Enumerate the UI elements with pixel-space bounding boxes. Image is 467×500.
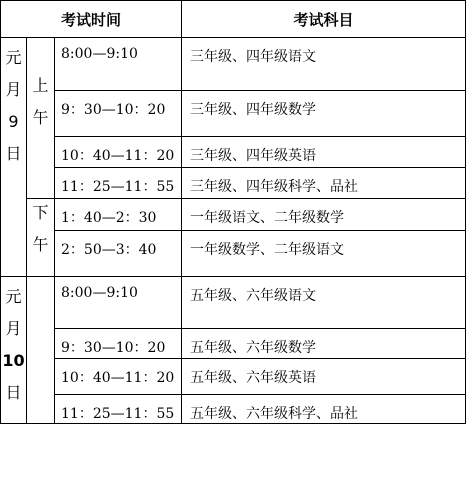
- table-row: [1, 199, 466, 231]
- morning-char: 上: [32, 76, 49, 95]
- table-row: [1, 395, 466, 424]
- table-row: [1, 359, 466, 395]
- table-row: [1, 137, 466, 168]
- day1-morning-cell: [27, 38, 55, 199]
- time-cell: 10：40—11：20: [55, 359, 182, 395]
- afternoon-char: 午: [32, 235, 49, 254]
- subject-cell: 三年级、四年级英语: [182, 137, 466, 168]
- table-row: [1, 231, 466, 277]
- subject-cell: 五年级、六年级英语: [182, 359, 466, 395]
- subject-cell: 三年级、四年级科学、品社: [182, 168, 466, 199]
- time-cell: 8:00—9:10: [55, 38, 182, 91]
- day1-afternoon-cell: [27, 199, 55, 277]
- header-row: [1, 1, 466, 38]
- day1-date-char: 9: [8, 112, 19, 131]
- day2-date-char: 日: [5, 383, 22, 402]
- table-row: [1, 329, 466, 359]
- subject-cell: 三年级、四年级语文: [182, 38, 466, 91]
- time-cell: 10：40—11：20: [55, 137, 182, 168]
- table-row: [1, 168, 466, 199]
- header-exam-subject: 考试科目: [182, 1, 466, 38]
- morning-char: 午: [32, 108, 49, 127]
- subject-cell: 五年级、六年级语文: [182, 277, 466, 329]
- time-cell: 2：50—3：40: [55, 231, 182, 277]
- table-row: [1, 38, 466, 91]
- day1-date-char: 月: [5, 80, 22, 99]
- day1-date-char: 元: [5, 48, 22, 67]
- subject-cell: 三年级、四年级数学: [182, 91, 466, 137]
- time-cell: 9：30—10：20: [55, 91, 182, 137]
- day2-date-char: 元: [5, 287, 22, 306]
- table-row: [1, 277, 466, 329]
- afternoon-char: 下: [32, 203, 49, 222]
- header-exam-time: 考试时间: [1, 1, 182, 38]
- time-cell: 11：25—11：55: [55, 168, 182, 199]
- day2-half-cell: [27, 277, 55, 424]
- day2-date-char: 10: [2, 351, 25, 370]
- day1-date-char: 日: [5, 144, 22, 163]
- day2-date-char: 月: [5, 319, 22, 338]
- subject-cell: 一年级语文、二年级数学: [182, 199, 466, 231]
- time-cell: 9：30—10：20: [55, 329, 182, 359]
- table-row: [1, 91, 466, 137]
- subject-cell: 一年级数学、二年级语文: [182, 231, 466, 277]
- time-cell: 8:00—9:10: [55, 277, 182, 329]
- day2-date-cell: [1, 277, 27, 424]
- subject-cell: 五年级、六年级数学: [182, 329, 466, 359]
- time-cell: 11：25—11：55: [55, 395, 182, 424]
- time-cell: 1：40—2：30: [55, 199, 182, 231]
- subject-cell: 五年级、六年级科学、品社: [182, 395, 466, 424]
- day1-date-cell: [1, 38, 27, 277]
